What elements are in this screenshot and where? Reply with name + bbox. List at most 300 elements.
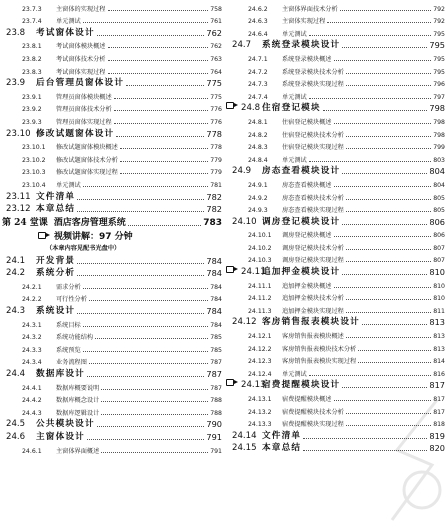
toc-entry-number: 24.11.1 [248, 282, 272, 290]
toc-entry-number: 24.12.1 [248, 333, 272, 341]
toc-leader-dots [87, 376, 204, 377]
toc-entry-page-number: 814 [433, 358, 445, 366]
toc-entry-title: 调房登记模块设计 [262, 216, 341, 227]
toc-entry-title: 公共模块设计 [36, 419, 95, 430]
toc-subsection-entry[interactable] [226, 189, 445, 202]
toc-leader-dots [89, 300, 208, 301]
toc-entry-number [226, 101, 262, 113]
toc-subsection-entry[interactable] [0, 13, 222, 26]
toc-entry-title: 系统功能结构 [56, 334, 94, 342]
toc-entry-title: 修改试题窗体技术分析 [56, 156, 118, 164]
toc-entry-number: 24.3.4 [22, 359, 42, 367]
toc-section-entry[interactable] [0, 253, 222, 266]
toc-entry-page-number: 778 [210, 144, 222, 152]
toc-entry-title: 追加押金模块设计 [262, 267, 341, 278]
toc-entry-title: 调房登记模块概述 [282, 232, 332, 240]
toc-subsection-entry[interactable] [226, 202, 445, 215]
toc-leader-dots [120, 148, 208, 149]
toc-entry-title: 宿费提醒模块概述 [282, 396, 332, 403]
toc-subsection-entry[interactable] [0, 0, 222, 13]
toc-entry-title: 考试窗体技术分析 [56, 55, 106, 63]
toc-entry-page-number: 804 [433, 181, 445, 189]
toc-left-column [0, 0, 222, 455]
toc-leader-dots [83, 186, 208, 187]
toc-entry-number: 24.12.3 [248, 358, 272, 366]
toc-entry-title: 主窗体实现过程 [282, 18, 326, 26]
toc-entry-title: 修改试题窗体设计 [36, 128, 115, 139]
toc-leader-dots [342, 274, 427, 275]
toc-subsection-entry[interactable] [0, 101, 222, 114]
toc-subsection-entry[interactable] [226, 151, 445, 164]
toc-entry-page-number: 805 [433, 194, 445, 202]
toc-section-entry[interactable] [0, 202, 222, 215]
toc-entry-page-number: 804 [429, 166, 445, 177]
toc-entry-title: 文件清单 [262, 430, 302, 441]
toc-entry-number: 23.10.2 [22, 156, 46, 164]
toc-entry-page-number: 790 [206, 419, 222, 430]
toc-entry-page-number: 810 [433, 295, 445, 303]
toc-entry-page-number: 762 [210, 43, 222, 51]
toc-entry-number: 24.8.1 [248, 118, 268, 126]
toc-entry-number: 24.8.4 [248, 156, 268, 164]
toc-section-entry[interactable] [226, 378, 445, 391]
toc-entry-number: 24.6 [6, 432, 26, 442]
toc-entry-title: 数据库设计 [36, 369, 85, 380]
toc-leader-dots [340, 10, 432, 11]
toc-leader-dots [358, 350, 431, 351]
toc-leader-dots [346, 136, 431, 137]
toc-leader-dots [309, 375, 431, 376]
toc-leader-dots [342, 173, 427, 174]
toc-entry-number-text: 24.11 [241, 267, 266, 278]
toc-entry-page-number: 782 [206, 204, 222, 215]
toc-entry-number: 24.11.2 [248, 295, 272, 303]
toc-entry-number: 23.11 [6, 191, 31, 202]
toc-entry-number: 23.12 [6, 204, 31, 215]
toc-leader-dots [114, 98, 209, 99]
toc-subsection-entry[interactable] [0, 392, 222, 405]
chapter-heading[interactable] [0, 214, 222, 228]
toc-entry-number: 23.9.3 [22, 118, 42, 126]
video-camera-icon [226, 101, 238, 110]
toc-section-entry[interactable] [0, 189, 222, 202]
toc-entry-title: 房态查看模块概述 [282, 181, 332, 189]
toc-subsection-entry[interactable] [0, 151, 222, 164]
toc-entry-number: 24.4.2 [22, 397, 42, 405]
toc-entry-page-number: 817 [429, 380, 445, 391]
toc-entry-number: 24.2 [6, 268, 26, 279]
toc-entry-number-text: 24.13 [241, 380, 266, 391]
toc-subsection-entry[interactable] [0, 291, 222, 304]
video-info [0, 228, 222, 242]
toc-entry-title: 主窗体界面概述 [56, 447, 100, 455]
toc-entry-title: 住宿登记模块技术分析 [282, 131, 344, 139]
toc-leader-dots [334, 186, 432, 187]
toc-section-entry[interactable] [0, 303, 222, 316]
toc-leader-dots [334, 236, 432, 237]
toc-entry-title: 宿费提醒模块设计 [262, 380, 341, 391]
toc-entry-page-number: 784 [206, 306, 222, 317]
toc-entry-number: 24.12 [232, 317, 257, 328]
toc-entry-number: 24.4.3 [22, 409, 42, 417]
toc-entry-number: 23.9.2 [22, 106, 42, 114]
toc-entry-number: 23.7.4 [22, 18, 42, 26]
toc-subsection-entry[interactable] [226, 302, 445, 315]
toc-entry-title: 客房销售报表模块概述 [282, 333, 344, 341]
toc-entry-page-number: 792 [433, 18, 445, 26]
toc-subsection-entry[interactable] [0, 442, 222, 455]
toc-section-entry[interactable] [0, 429, 222, 442]
toc-entry-title: 追加押金模块概述 [282, 282, 332, 290]
toc-subsection-entry[interactable] [0, 113, 222, 126]
toc-subsection-entry[interactable] [226, 139, 445, 152]
toc-subsection-entry[interactable] [0, 88, 222, 101]
toc-subsection-entry[interactable] [226, 63, 445, 76]
toc-entry-page-number: 813 [433, 345, 445, 353]
toc-entry-number: 24.10.1 [248, 232, 272, 240]
toc-entry-page-number: 810 [433, 282, 445, 290]
toc-leader-dots [309, 98, 431, 99]
toc-entry-page-number: 806 [433, 232, 445, 240]
toc-entry-page-number: 758 [210, 5, 222, 13]
toc-subsection-entry[interactable] [226, 353, 445, 366]
toc-subsection-entry[interactable] [226, 113, 445, 126]
toc-entry-title: 考试窗体实现过程 [56, 68, 106, 76]
toc-entry-title: 追加押金模块技术分析 [282, 295, 344, 303]
toc-leader-dots [126, 85, 204, 86]
toc-section-entry[interactable] [0, 126, 222, 139]
toc-leader-dots [309, 35, 431, 36]
toc-entry-page-number: 798 [433, 118, 445, 126]
toc-entry-title: 系统登录模块设计 [262, 40, 341, 51]
toc-entry-number: 23.10.1 [22, 144, 46, 152]
toc-entry-number: 24.9 [232, 166, 252, 177]
toc-entry-title: 系统登录模块实现过程 [282, 81, 344, 89]
toc-entry-number: 24.6.3 [248, 18, 268, 26]
video-duration-label: 视频讲解：97 分钟 [54, 231, 133, 242]
toc-entry-number: 23.9 [6, 78, 26, 89]
toc-leader-dots [327, 22, 431, 23]
toc-entry-number: 23.8.2 [22, 55, 42, 63]
toc-entry-page-number: 807 [433, 244, 445, 252]
toc-entry-page-number: 788 [210, 397, 222, 405]
toc-entry-page-number: 788 [210, 409, 222, 417]
toc-leader-dots [309, 161, 431, 162]
watermark-seal [377, 390, 447, 530]
toc-entry-number: 24.6.2 [248, 5, 268, 13]
toc-leader-dots [97, 426, 205, 427]
toc-entry-page-number: 784 [210, 321, 222, 329]
toc-subsection-entry[interactable] [226, 126, 445, 139]
toc-entry-page-number: 798 [433, 131, 445, 139]
toc-leader-dots [342, 224, 427, 225]
toc-entry-number [226, 265, 266, 278]
toc-leader-dots [362, 324, 427, 325]
toc-entry-number: 24.13.1 [248, 396, 272, 403]
toc-entry-title: 可行性分析 [56, 296, 87, 304]
toc-entry-page-number: 784 [210, 296, 222, 304]
toc-subsection-entry[interactable] [0, 341, 222, 354]
toc-subsection-entry[interactable] [226, 239, 445, 252]
toc-right-column [226, 0, 445, 453]
toc-leader-dots [77, 211, 204, 212]
toc-subsection-entry[interactable] [0, 176, 222, 189]
toc-entry-page-number: 795 [433, 30, 445, 38]
toc-leader-dots [334, 60, 432, 61]
toc-leader-dots [89, 363, 208, 364]
toc-entry-page-number: 795 [433, 55, 445, 63]
toc-entry-title: 系统登录模块技术分析 [282, 68, 344, 76]
toc-entry-title: 房态查看模块实现过程 [282, 207, 344, 215]
toc-entry-title: 数据库逻辑设计 [56, 409, 100, 417]
toc-entry-page-number: 787 [210, 384, 222, 392]
toc-entry-title: 系统预览 [56, 346, 81, 354]
toc-subsection-entry[interactable] [226, 290, 445, 303]
toc-entry-number: 24.10.3 [248, 257, 272, 265]
toc-subsection-entry[interactable] [226, 252, 445, 265]
toc-leader-dots [342, 387, 427, 388]
toc-entry-number: 24.3 [6, 306, 26, 317]
video-camera-icon [226, 378, 238, 387]
toc-entry-title: 房态查看模块技术分析 [282, 194, 344, 202]
toc-entry-title: 客房销售报表模块设计 [262, 317, 360, 328]
toc-leader-dots [346, 211, 431, 212]
toc-entry-page-number: 795 [429, 40, 445, 51]
toc-entry-title: 主窗体设计 [36, 432, 85, 442]
toc-entry-page-number: 781 [210, 181, 222, 189]
toc-leader-dots [101, 401, 208, 402]
toc-list-right [226, 0, 445, 453]
toc-entry-title: 数据库概念设计 [56, 397, 100, 405]
toc-entry-number: 24.4 [6, 369, 26, 380]
toc-leader-dots [346, 299, 431, 300]
toc-subsection-entry[interactable] [226, 76, 445, 89]
toc-entry-page-number: 813 [429, 317, 445, 328]
toc-entry-number: 24.3.1 [22, 321, 42, 329]
toc-entry-title: 后台管理员窗体设计 [36, 78, 125, 89]
toc-entry-page-number: 785 [210, 346, 222, 354]
toc-entry-page-number: 820 [429, 443, 445, 454]
toc-entry-number: 24.9.1 [248, 181, 268, 189]
toc-entry-page-number: 775 [210, 93, 222, 101]
toc-entry-page-number: 791 [206, 432, 222, 442]
toc-entry-number-text: 24.8 [241, 103, 261, 114]
toc-leader-dots [120, 161, 208, 162]
toc-entry-page-number: 779 [210, 156, 222, 164]
toc-entry-title: 单元测试 [282, 30, 307, 38]
toc-leader-dots [128, 225, 201, 226]
toc-leader-dots [87, 439, 204, 440]
toc-section-entry[interactable] [0, 366, 222, 379]
toc-list-top [0, 0, 222, 214]
chapter-title: 酒店客房管理系统 [53, 218, 126, 229]
toc-entry-number: 24.3.3 [22, 346, 42, 354]
toc-entry-number: 24.15 [232, 443, 257, 454]
toc-subsection-entry[interactable] [226, 277, 445, 290]
toc-subsection-entry[interactable] [0, 278, 222, 291]
toc-subsection-entry[interactable] [226, 13, 445, 26]
toc-entry-page-number: 813 [433, 333, 445, 341]
toc-entry-page-number: 798 [429, 103, 445, 114]
toc-entry-title: 文件清单 [36, 191, 76, 202]
toc-entry-title: 住宿登记模块 [262, 103, 321, 114]
toc-entry-title: 系统目标 [56, 321, 81, 329]
toc-leader-dots [108, 73, 209, 74]
toc-entry-title: 开发背景 [36, 255, 76, 266]
toc-entry-number: 24.11.3 [248, 307, 272, 315]
toc-entry-number: 23.8.1 [22, 43, 42, 51]
toc-entry-title: 单元测试 [282, 370, 307, 378]
toc-entry-number: 24.14 [232, 430, 257, 441]
toc-entry-page-number: 785 [210, 334, 222, 342]
toc-entry-title: 系统设计 [36, 306, 76, 317]
toc-entry-title: 单元测试 [282, 156, 307, 164]
toc-subsection-entry[interactable] [226, 25, 445, 38]
toc-entry-title: 调房登记模块技术分析 [282, 244, 344, 252]
toc-leader-dots [346, 249, 431, 250]
toc-leader-dots [97, 35, 205, 36]
toc-leader-dots [346, 148, 431, 149]
toc-entry-page-number: 795 [433, 68, 445, 76]
toc-entry-title: 本章总结 [262, 443, 302, 454]
toc-section-entry[interactable] [226, 38, 445, 51]
toc-entry-title: 系统分析 [36, 268, 76, 279]
toc-entry-page-number: 792 [433, 5, 445, 13]
toc-entry-title: 管理员窗体模块概述 [56, 93, 112, 101]
toc-section-entry[interactable] [0, 417, 222, 430]
toc-entry-number: 24.7.2 [248, 68, 268, 76]
toc-leader-dots [346, 199, 431, 200]
toc-entry-page-number: 817 [433, 408, 445, 416]
toc-subsection-entry[interactable] [0, 354, 222, 367]
toc-entry-page-number: 819 [429, 430, 445, 441]
toc-entry-page-number: 787 [210, 359, 222, 367]
toc-entry-page-number: 797 [433, 93, 445, 101]
toc-leader-dots [83, 326, 208, 327]
toc-section-entry[interactable] [226, 315, 445, 328]
toc-subsection-entry[interactable] [226, 88, 445, 101]
toc-entry-title: 客房销售报表模块技术分析 [282, 345, 357, 353]
toc-section-entry[interactable] [226, 264, 445, 277]
toc-entry-title: 住宿登记模块概述 [282, 118, 332, 126]
video-camera-icon [38, 231, 50, 240]
toc-entry-page-number: 806 [429, 216, 445, 227]
toc-section-entry[interactable] [0, 76, 222, 89]
toc-subsection-entry[interactable] [0, 139, 222, 152]
toc-subsection-entry[interactable] [0, 164, 222, 177]
toc-section-entry[interactable] [0, 266, 222, 279]
toc-entry-page-number: 803 [433, 156, 445, 164]
toc-leader-dots [83, 351, 208, 352]
toc-entry-title: 住宿登记模块实现过程 [282, 144, 344, 152]
toc-entry-title: 单元测试 [56, 181, 81, 189]
toc-entry-title: 主窗体的实现过程 [56, 5, 106, 13]
toc-leader-dots [323, 110, 428, 111]
toc-entry-number: 24.8.3 [248, 144, 268, 152]
toc-entry-page-number: 763 [210, 55, 222, 63]
toc-subsection-entry[interactable] [226, 176, 445, 189]
toc-leader-dots [108, 47, 209, 48]
toc-section-entry[interactable] [226, 101, 445, 114]
toc-entry-page-number: 816 [433, 370, 445, 378]
toc-entry-page-number: 805 [433, 207, 445, 215]
toc-subsection-entry[interactable] [0, 329, 222, 342]
toc-subsection-entry[interactable] [226, 227, 445, 240]
toc-entry-number: 23.9.1 [22, 93, 42, 101]
toc-subsection-entry[interactable] [226, 340, 445, 353]
toc-leader-dots [334, 123, 432, 124]
toc-leader-dots [77, 263, 204, 264]
toc-subsection-entry[interactable] [0, 50, 222, 63]
toc-leader-dots [77, 313, 204, 314]
toc-entry-number: 24.6.1 [22, 447, 42, 455]
toc-leader-dots [101, 452, 208, 453]
toc-leader-dots [77, 199, 204, 200]
video-camera-icon [226, 265, 238, 274]
toc-entry-page-number: 818 [433, 421, 445, 429]
toc-entry-title: 修改试题窗体实现过程 [56, 169, 118, 177]
toc-subsection-entry[interactable] [0, 404, 222, 417]
toc-entry-title: 宿费提醒模块技术分析 [282, 408, 344, 416]
toc-entry-title: 考试窗体设计 [36, 27, 95, 38]
toc-entry-page-number: 776 [210, 118, 222, 126]
toc-subsection-entry[interactable] [226, 50, 445, 63]
toc-entry-number: 24.2.2 [22, 296, 42, 304]
toc-entry-number: 23.8.3 [22, 68, 42, 76]
toc-leader-dots [120, 173, 208, 174]
toc-entry-number: 24.9.3 [248, 207, 268, 215]
toc-entry-number: 24.7 [232, 40, 252, 51]
toc-entry-number: 24.12.2 [248, 345, 272, 353]
toc-entry-page-number: 796 [433, 81, 445, 89]
toc-subsection-entry[interactable] [226, 327, 445, 340]
toc-leader-dots [342, 47, 427, 48]
toc-entry-number: 23.10.3 [22, 169, 46, 177]
chapter-page-number: 783 [203, 218, 222, 229]
toc-entry-page-number: 776 [210, 106, 222, 114]
toc-entry-number: 23.7.3 [22, 5, 42, 13]
toc-entry-title: 追加押金模块实现过程 [282, 307, 344, 315]
toc-entry-title: 系统登录模块概述 [282, 55, 332, 63]
toc-entry-number: 24.4.1 [22, 384, 42, 392]
toc-section-entry[interactable] [226, 164, 445, 177]
toc-entry-page-number: 811 [433, 307, 445, 315]
toc-subsection-entry[interactable] [0, 63, 222, 76]
toc-entry-page-number: 784 [210, 283, 222, 291]
toc-entry-title: 宿费提醒模块实现过程 [282, 421, 344, 429]
toc-entry-number: 24.7.4 [248, 93, 268, 101]
toc-entry-number: 24.7.3 [248, 81, 268, 89]
toc-leader-dots [108, 10, 209, 11]
toc-subsection-entry[interactable] [226, 0, 445, 13]
toc-entry-page-number: 807 [433, 257, 445, 265]
toc-leader-dots [83, 22, 208, 23]
toc-section-entry[interactable] [0, 25, 222, 38]
toc-entry-title: 考试窗体模块概述 [56, 43, 106, 51]
toc-entry-number: 24.9.2 [248, 194, 268, 202]
toc-entry-title: 房态查看模块设计 [262, 166, 341, 177]
toc-subsection-entry[interactable] [226, 365, 445, 378]
toc-entry-number: 24.6.4 [248, 30, 268, 38]
toc-entry-page-number: 761 [210, 18, 222, 26]
toc-section-entry[interactable] [226, 214, 445, 227]
toc-entry-number: 23.10 [6, 128, 31, 139]
toc-subsection-entry[interactable] [0, 379, 222, 392]
toc-subsection-entry[interactable] [0, 38, 222, 51]
toc-entry-number: 24.13.2 [248, 408, 272, 416]
toc-subsection-entry[interactable] [0, 316, 222, 329]
toc-leader-dots [114, 110, 209, 111]
